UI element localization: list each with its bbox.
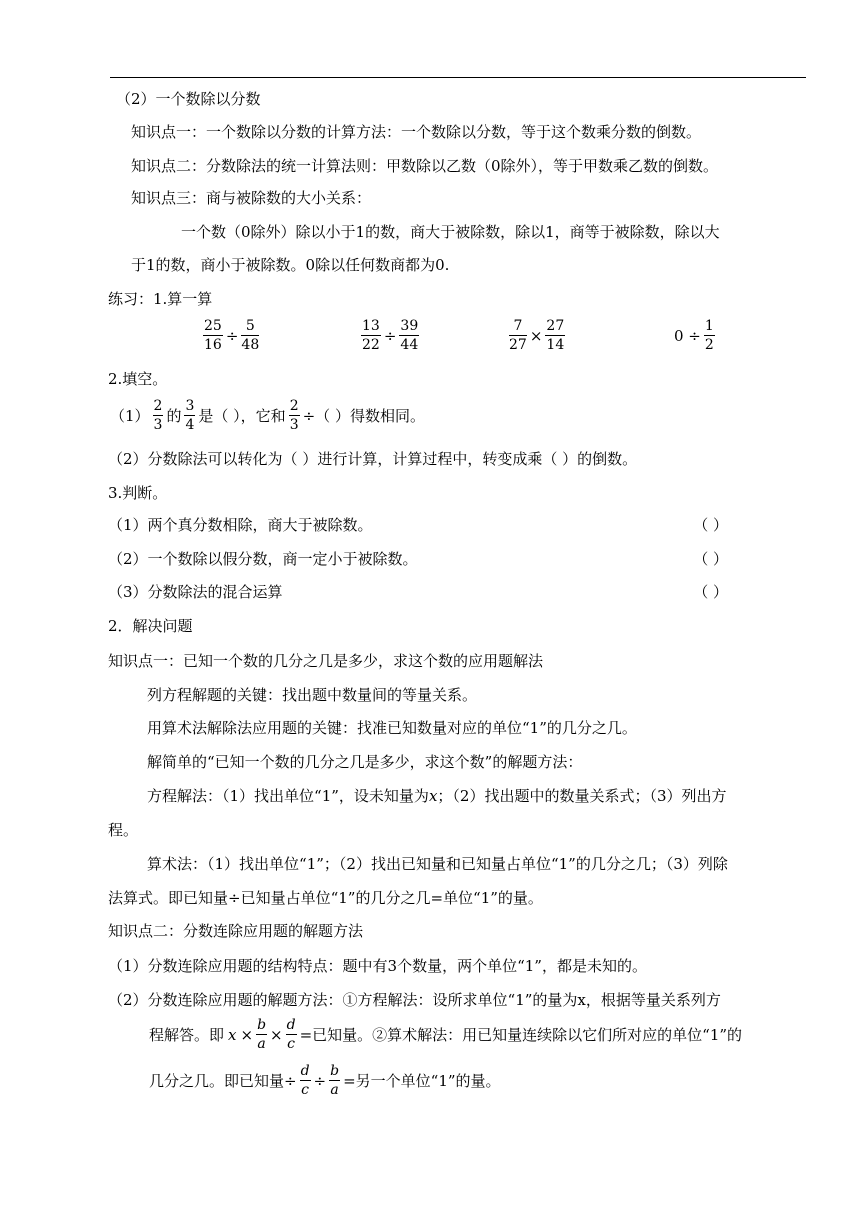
solve-line-5-cont: 法算式。即已知量÷已知量占单位“1”的几分之几=单位“1”的量。: [108, 889, 543, 907]
kp2-line-1: （1）分数连除应用题的结构特点：题中有3个数量，两个单位“1”，都是未知的。: [108, 957, 647, 975]
denominator: 22: [362, 337, 380, 353]
denominator: 27: [509, 337, 527, 353]
kp2-line-3: [147, 1016, 744, 1053]
kp3-line-2: 于1的数，商小于被除数。0除以任何数商都为0.: [131, 256, 450, 274]
judge-item-1: [108, 515, 728, 535]
judge-text: （1）两个真分数相除，商大于被除数。: [108, 516, 373, 534]
solve-line-5: 算术法：（1）找出单位“1”；（2）找出已知量和已知量占单位“1”的几分之几；（3）列除: [147, 855, 728, 873]
solve-line-4: [147, 786, 727, 806]
denominator: c: [287, 1036, 296, 1052]
solve-line-4-cont: 程。: [108, 821, 139, 839]
fill-question-2: （2）分数除法可以转化为（ ）进行计算，计算过程中，转变成乘（ ）的倒数。: [108, 450, 638, 468]
operator: 0 ÷: [674, 326, 701, 345]
knowledge-point-1: 知识点一：一个数除以分数的计算方法：一个数除以分数，等于这个数乘分数的倒数。: [131, 123, 702, 141]
section-solve-title: 2．解决问题: [108, 617, 193, 635]
numerator: 7: [509, 317, 527, 336]
variable-x: x: [428, 787, 438, 805]
solve-line-1: 列方程解题的关键：找出题中数量间的等量关系。: [147, 686, 478, 704]
text: =另一个单位“1”的量。: [343, 1072, 501, 1090]
item-number: （1）: [110, 407, 150, 425]
denominator: c: [301, 1082, 309, 1098]
numerator: d: [286, 1017, 296, 1033]
numerator: 2: [153, 398, 163, 414]
denominator: 3: [153, 417, 163, 433]
kp2-line-4: [147, 1062, 503, 1099]
text: ÷（ ）得数相同。: [302, 407, 425, 425]
fill-title: 2.填空。: [108, 370, 168, 388]
solve-line-3: 解简单的“已知一个数的几分之几是多少，求这个数”的解题方法：: [147, 753, 583, 771]
denominator: a: [330, 1082, 339, 1098]
answer-paren: （ ）: [693, 516, 728, 534]
denominator: 16: [204, 337, 222, 353]
numerator: 25: [204, 318, 222, 334]
calc-expression-4: [672, 317, 716, 354]
text: 是（ ），它和: [198, 407, 286, 425]
section-title: （2）一个数除以分数: [116, 90, 261, 108]
knowledge-point-3: 知识点三：商与被除数的大小关系：: [131, 189, 372, 207]
denominator: a: [257, 1036, 266, 1052]
kp3-line-1: 一个数（0除外）除以小于1的数，商大于被除数，除以1，商等于被除数，除以大: [181, 223, 720, 241]
answer-paren: （ ）: [693, 583, 728, 601]
solve-knowledge-point-2: 知识点二：分数连除应用题的解题方法: [108, 922, 364, 940]
text: =已知量。②算术解法：用已知量连续除以它们所对应的单位“1”的: [299, 1026, 743, 1044]
text: 方程解法：（1）找出单位“1”，设未知量为: [147, 787, 429, 805]
variable-x: x: [228, 1025, 237, 1044]
judge-text: （2）一个数除以假分数，商一定小于被除数。: [108, 550, 418, 568]
text: 程解答。即: [149, 1026, 225, 1044]
text: 几分之几。即已知量÷: [149, 1072, 297, 1090]
numerator: 3: [185, 398, 195, 414]
judge-title: 3.判断。: [108, 484, 168, 502]
text: 的: [166, 407, 182, 425]
kp2-line-2: （2）分数连除应用题的解题方法：①方程解法：设所求单位“1”的量为x，根据等量关系列方: [108, 991, 721, 1009]
calc-expression-3: [508, 317, 566, 354]
denominator: 48: [241, 337, 260, 353]
denominator: 44: [400, 337, 419, 353]
numerator: b: [257, 1017, 267, 1033]
solve-line-2: 用算术法解除法应用题的关键：找准已知数量对应的单位“1”的几分之几。: [147, 719, 637, 737]
solve-knowledge-point-1: 知识点一：已知一个数的几分之几是多少，求这个数的应用题解法: [108, 652, 544, 670]
operator: ÷: [313, 1071, 327, 1090]
fill-question-1: [108, 397, 427, 434]
text: ；（2）找出题中的数量关系式；（3）列出方: [437, 787, 727, 805]
numerator: 13: [362, 318, 380, 334]
judge-item-3: [108, 582, 728, 602]
numerator: 39: [400, 318, 419, 334]
numerator: 1: [704, 318, 714, 334]
numerator: b: [330, 1063, 340, 1079]
numerator: 5: [241, 317, 259, 336]
numerator: 27: [546, 318, 565, 334]
practice-label: 练习：1.算一算: [108, 290, 213, 308]
denominator: 2: [704, 337, 714, 353]
judge-item-2: [108, 549, 728, 569]
header-rule: [110, 77, 806, 78]
denominator: 3: [289, 417, 299, 433]
numerator: d: [300, 1063, 310, 1079]
operator: ×: [529, 326, 543, 345]
operator: ÷: [225, 326, 239, 345]
operator: ÷: [383, 326, 397, 345]
denominator: 14: [546, 337, 565, 353]
judge-text: （3）分数除法的混合运算: [108, 583, 283, 601]
calc-expression-2: [360, 317, 420, 354]
knowledge-point-2: 知识点二：分数除法的统一计算法则：甲数除以乙数（0除外），等于甲数乘乙数的倒数。: [131, 157, 719, 175]
denominator: 4: [185, 417, 195, 433]
calc-expression-1: [202, 317, 260, 354]
answer-paren: （ ）: [693, 550, 728, 568]
operator: ×: [240, 1025, 254, 1044]
numerator: 2: [289, 398, 299, 414]
operator: ×: [270, 1025, 283, 1044]
